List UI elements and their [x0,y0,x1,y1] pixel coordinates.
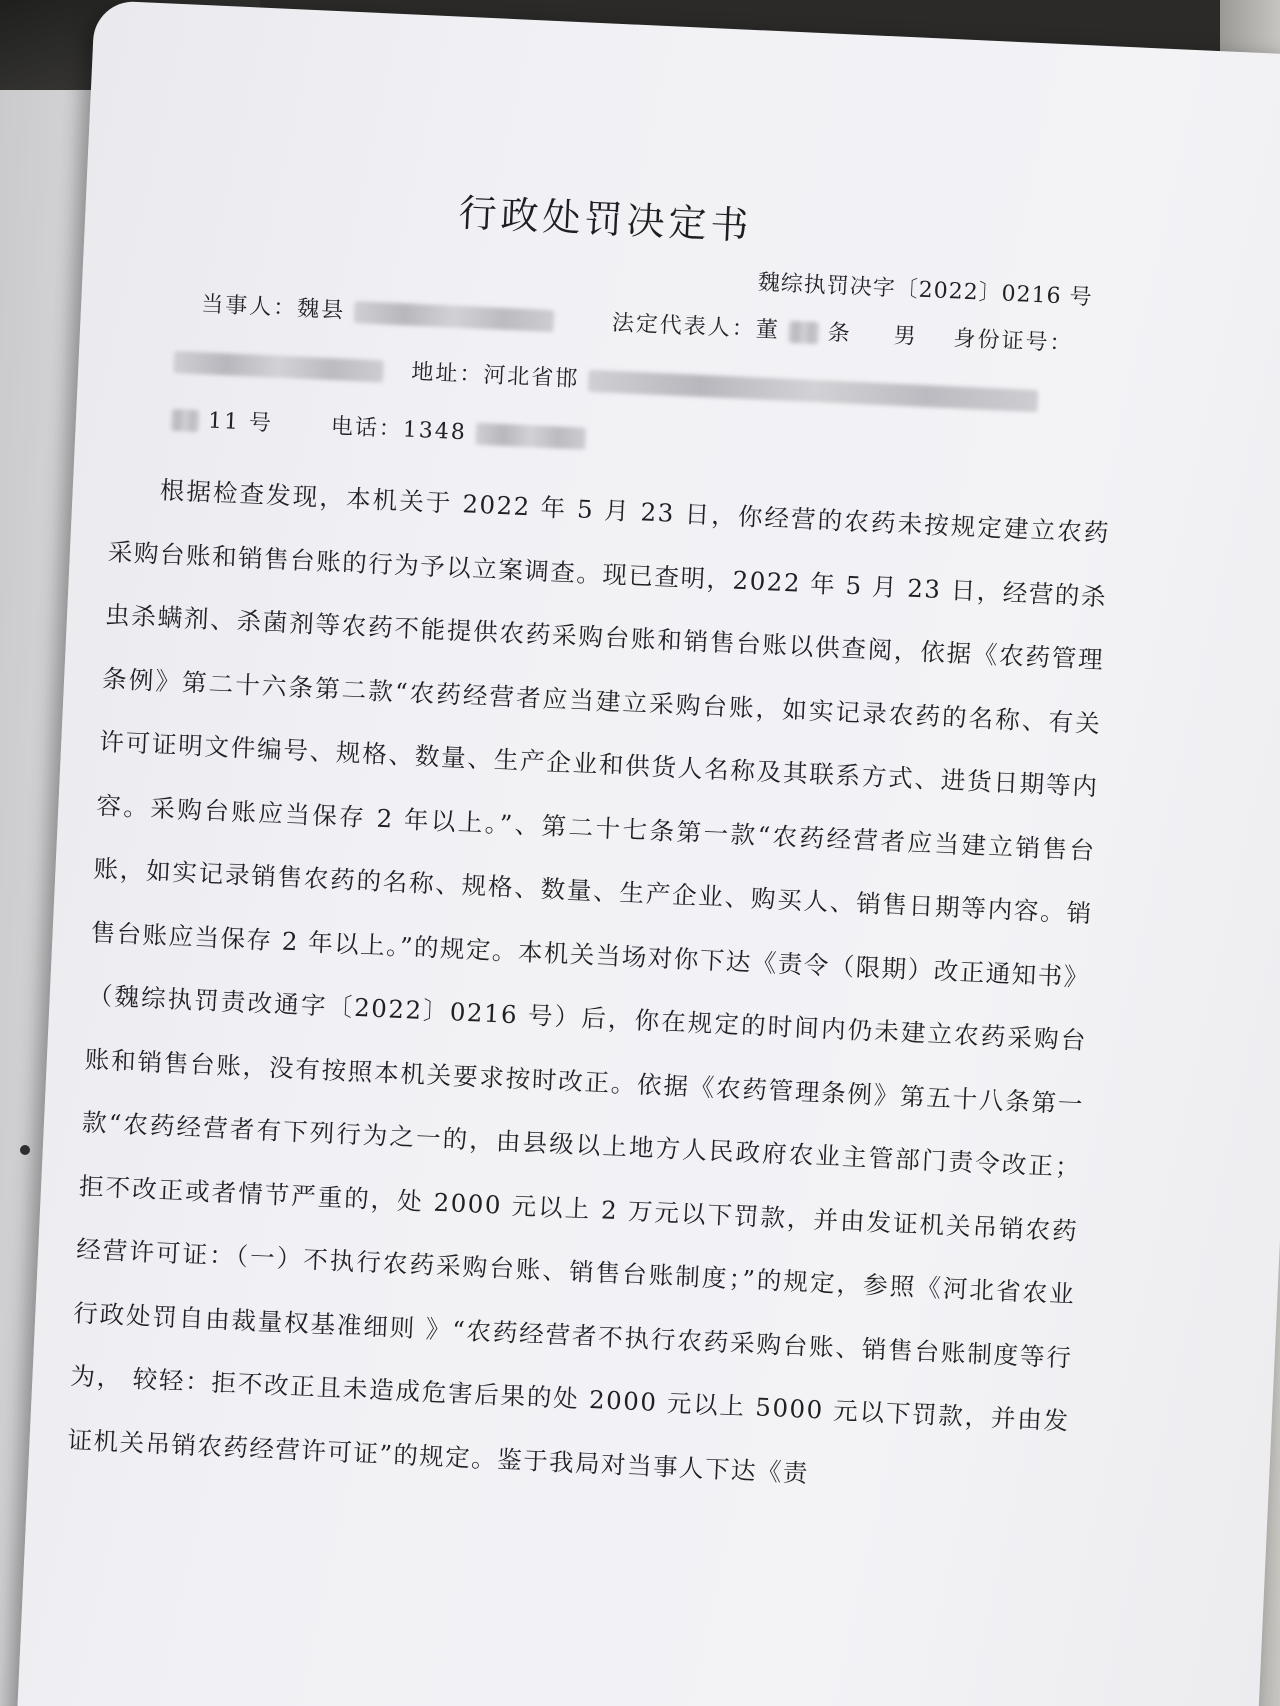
redacted-address-tail [171,409,200,432]
paper-mark [20,1145,30,1155]
document-title: 行政处罚决定书 [457,190,754,249]
redacted-phone [475,423,586,450]
redacted-rep-name [788,321,819,344]
phone-label: 电话：1348 [330,414,468,446]
redacted-id-number [173,351,384,383]
redacted-party-name [354,301,555,332]
gender: 男 [893,323,919,350]
address-label: 地址：河北省邯 [410,359,580,393]
legal-rep-tail: 条 [827,320,853,347]
contact-line [170,402,586,452]
address-line [173,344,1039,414]
house-number: 11 号 [207,408,274,437]
document-number: 魏综执罚决字〔2022〕0216 号 [757,270,1094,311]
document-page [15,0,1280,1706]
legal-rep-label: 法定代表人：董 [611,310,781,344]
decision-body: 根据检查发现，本机关于 2022 年 5 月 23 日，你经营的农药未按规定建立农药采购台账和销售台账的行为予以立案调查。现已查明，2022 年 5 月 23 日，经营的杀虫杀螨剂、杀菌剂等农药不能提供农药采购台账和销售台账以供查阅，依据《农药管理条例》第二十六条第二款“农药经营者应当建立采购台账，如实记录农药的名称、有关许可证明文件编号、规格、数量、生产企业和供货人名称及其联系方式、进货日期等内容。采购台账应当保存 2 年以上。”、第二十七条第一款“农药经营者应当建立销售台账，如实记录销售农药的名称、规格、数量、生产企业、购买人、销售日期等内容。销售台账应当保存 2 年以上。”的规定。本机关当场对你下达《责令（限期）改正通知书》（魏综执罚责改通字〔2022〕0216 号）后，你在规定的时间内仍未建立农药采购台账和销售台账，没有按照本机关要求按时改正。依据《农药管理条例》第五十八条第一款“农药经营者有下列行为之一的，由县级以上地方人民政府农业主管部门责令改正；拒不改正或者情节严重的，处 2000 元以上 2 万元以下罚款，并由发证机关吊销农药经营许可证：（一）不执行农药采购台账、销售台账制度；”的规定，参照《河北省农业行政处罚自由裁量权基准细则 》“农药经营者不执行农药采购台账、销售台账制度等行为， 较轻：拒不改正且未造成危害后果的处 2000 元以上 5000 元以下罚款，并由发证机关吊销农药经营许可证”的规定。鉴于我局对当事人下达《责 [67,475,1111,1488]
party-label: 当事人：魏县 [200,292,346,324]
redacted-address [588,370,1039,412]
id-label: 身份证号： [953,326,1075,357]
